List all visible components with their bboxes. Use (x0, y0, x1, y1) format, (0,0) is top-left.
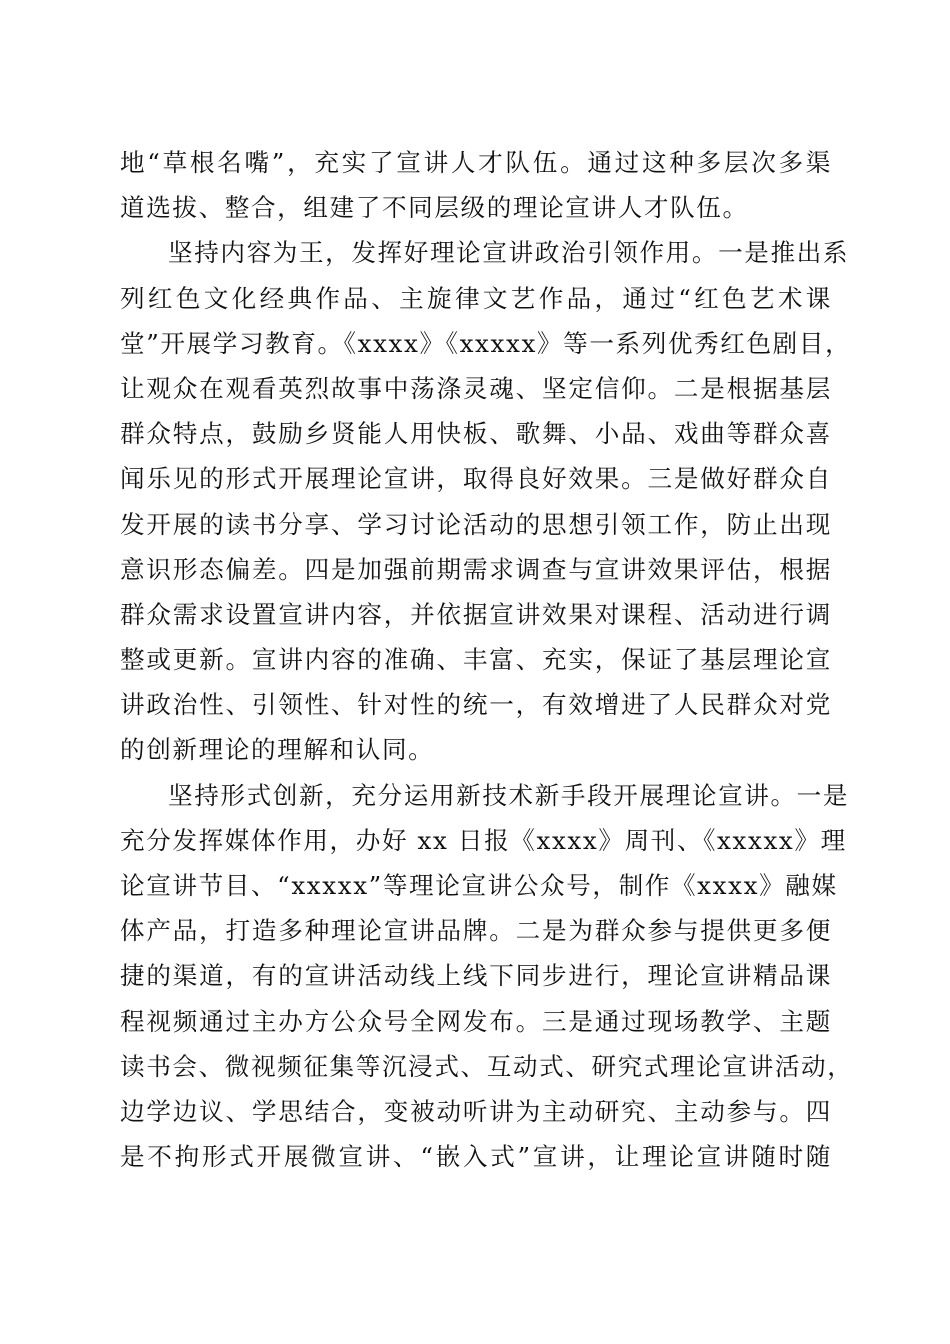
paragraph-2-line-9: 群众需求设置宣讲内容，并依据宣讲效果对课程、活动进行调 (120, 599, 832, 629)
paragraph-3-line-6: 程视频通过主办方公众号全网发布。三是通过现场教学、主题 (120, 1006, 832, 1036)
paragraph-3-line-9: 是不拘形式开展微宣讲、“嵌入式”宣讲，让理论宣讲随时随 (120, 1142, 832, 1172)
paragraph-1-line-1: 地“草根名嘴”，充实了宣讲人才队伍。通过这种多层次多渠 (120, 148, 832, 177)
paragraph-3-line-4: 体产品，打造多种理论宣讲品牌。二是为群众参与提供更多便 (120, 916, 832, 946)
paragraph-3-line-8: 边学边议、学思结合，变被动听讲为主动研究、主动参与。四 (120, 1096, 832, 1126)
paragraph-2-line-12: 的创新理论的理解和认同。 (120, 735, 435, 765)
paragraph-2-line-1: 坚持内容为王，发挥好理论宣讲政治引领作用。一是推出系 (168, 238, 850, 268)
paragraph-3-line-2: 充分发挥媒体作用，办好 xx 日报《xxxx》周刊、《xxxxx》理 (120, 825, 847, 855)
paragraph-3-line-1: 坚持形式创新，充分运用新技术新手段开展理论宣讲。一是 (168, 780, 850, 810)
paragraph-2-line-5: 群众特点，鼓励乡贤能人用快板、歌舞、小品、戏曲等群众喜 (120, 419, 832, 449)
paragraph-3-line-5: 捷的渠道，有的宣讲活动线上线下同步进行，理论宣讲精品课 (120, 961, 832, 991)
paragraph-2-line-3: 堂”开展学习教育。《xxxx》《xxxxx》等一系列优秀红色剧目， (120, 328, 852, 358)
paragraph-2-line-7: 发开展的读书分享、学习讨论活动的思想引领工作，防止出现 (120, 509, 832, 539)
paragraph-2-line-11: 讲政治性、引领性、针对性的统一，有效增进了人民群众对党 (120, 690, 832, 720)
paragraph-1-line-2: 道选拔、整合，组建了不同层级的理论宣讲人才队伍。 (120, 193, 749, 223)
paragraph-3-line-7: 读书会、微视频征集等沉浸式、互动式、研究式理论宣讲活动， (120, 1051, 854, 1081)
body-text (120, 140, 854, 1179)
paragraph-3-line-3: 论宣讲节目、“xxxxx”等理论宣讲公众号，制作《xxxx》融媒 (120, 871, 838, 900)
paragraph-2-line-2: 列红色文化经典作品、主旋律文艺作品，通过“红色艺术课 (120, 283, 832, 313)
paragraph-2-line-4: 让观众在观看英烈故事中荡涤灵魂、坚定信仰。二是根据基层 (120, 373, 832, 403)
paragraph-2-line-8: 意识形态偏差。四是加强前期需求调查与宣讲效果评估，根据 (120, 554, 832, 584)
paragraph-2-line-10: 整或更新。宣讲内容的准确、丰富、充实，保证了基层理论宣 (120, 645, 832, 675)
paragraph-2-line-6: 闻乐见的形式开展理论宣讲，取得良好效果。三是做好群众自 (120, 464, 832, 494)
